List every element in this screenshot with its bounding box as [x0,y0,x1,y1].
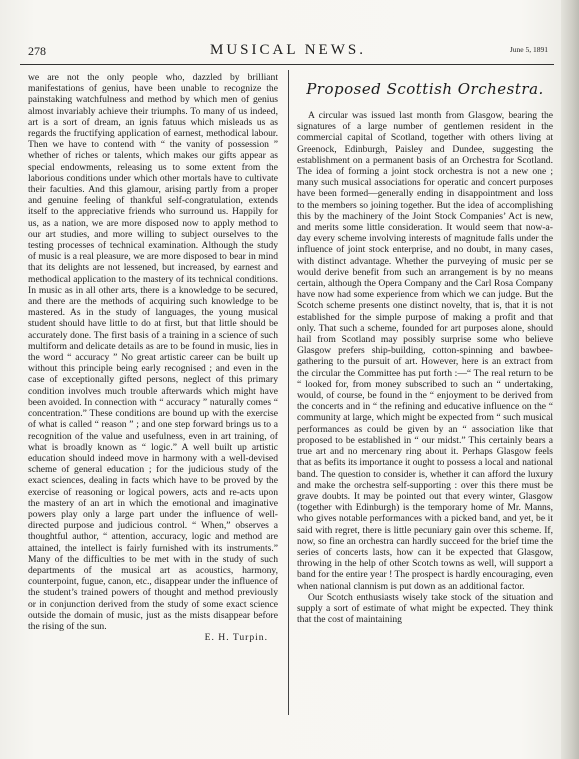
page-edge-shadow [561,0,579,759]
page-header [28,42,548,62]
article-title: Proposed Scottish Orchestra. [306,80,544,98]
article-paragraph-1: A circular was issued last month from Glasgow, bearing the signatures of a large number of gentlemen resident in the commercial capital of Scotland, together with others living at Greenock, Edinburgh, Paisley and Dundee, suggesting the establishment on a permanent basis of an Orchestra for Scotland. The idea of forming a joint stock orchestra is not a new one ; many such musical associations for operatic and concert purposes have been formed—generally ending in disappointment and loss to the members so joining together. But the idea of accomplishing this by the machinery of the Joint Stock Companies’ Act is new, and merits some little consideration. It would seem that now-a-day every scheme involving interests of magnitude falls under the influence of joint stock enterprise, and no doubt, in many cases, with distinct advantage. Whether the purveying of music per se would derive benefit from such an arrangement is by no means certain, although the Opera Company and the Carl Rosa Company have now had some experience from which we can judge. But the Scotch scheme presents one distinct novelty, that is, that it is not established for the simple purpose of making a profit and that only. That such a scheme, founded for art purposes alone, should hail from Scotland may possibly surprise some who believe Glasgow prefers ship-building, cotton-spinning and bawbee-gathering to the pursuit of art. However, here is an extract from the circular the Committee has put forth :—“ The real return to be “ looked for, from money subscribed to such an “ undertaking, would, of course, be found in the “ enjoyment to be derived from the concerts and in “ the refining and educative influence on the “ community at large, which might be expected from “ such musical performances as could be given by an “ association like that proposed to be established in “ our midst.” This certainly bears a true art and no mercenary ring about it. Perhaps Glasgow feels that as befits its importance it ought to possess a local and national band. The question to consider is, whether it can afford the luxury and make the orchestra self-supporting : over this there must be grave doubts. It may be pointed out that every winter, Glasgow (together with Edinburgh) is the temporary home of Mr. Manns, who gives notable performances with a picked band, and yet, be it said with regret, there is little pecuniary gain over this scheme. If, now, so fine an orchestra can hardly succeed for the brief time the series of concerts lasts, how can it be expected that Glasgow, throwing in the help of other Scotch towns as well, will support a band for the entire year ! The prospect is hardly encouraging, even when national clannism is put down as an additional factor. [297,110,553,592]
page-number: 278 [28,44,46,58]
left-column-body: we are not the only people who, dazzled by brilliant manifestations of genius, have been unable to recognize the painstaking watchfulness and method by which men of genius almost invariably achieve their triumphs. To many of us indeed, art is a sort of dream, an ignis fatuus which misleads us as regards the fructifying application of earnest, methodical labour. Then we have to contend with “ the vanity of possession ” whether of riches or talents, which makes our gifts appear as special endowments, releasing us to some extent from the laborious conditions under which other mortals have to cultivate their faculties. And this glamour, arising partly from a proper and genuine feeling of thankful self-congratulation, extends itself to the appreciative friends who surround us. Happily for us, as a nation, we are more disposed now to apply method to our art studies, and more willing to subject ourselves to the testing processes of technical examination. Although the study of music is a real pleasure, we are more disposed to bear in mind that its delights are not lessened, but increased, by earnest and methodical application to the mastery of its technical conditions. In music as in all other arts, there is a knowledge to be secured, and there are the methods of acquiring such knowledge to be mastered. As in the study of languages, the young musical student should have little to do at first, but that little should be accurately done. The first basis of a training in a science of such multiform and delicate details as are to be found in music, lies in the word “ accuracy ” No great artistic career can be built up without this principle being early recognised ; and even in the case of exceptionally gifted persons, neglect of this primary condition involves much trouble afterwards which might have been avoided. In connection with “ accuracy ” naturally comes “ concentration.” These conditions are bound up with the exercise of what is called “ reason ” ; and one step forward brings us to a recognition of the value and usefulness, even in art training, of what is broadly known as “ logic.” A well built up artistic education should indeed move in harmony with a well-devised scheme of general education ; for the judicious study of the exact sciences, dealing in facts which have to be proved by the exercise of reasoning or logical powers, acts and re-acts upon the mastery of an art in which the emotional and imaginative powers play only a large part under the influence of well-directed purpose and judicious control. “ When,” observes a thoughtful author, “ attention, accuracy, logic and method are attained, the intellect is fairly furnished with its instruments.” Many of the difficulties to be met with in the study of such departments of the musical art as acoustics, harmony, counterpoint, fugue, canon, etc., disappear under the influence of the student’s trained powers of thought and method previously or in conjunction derived from the study of some exact science outside the domain of music, just as the mists disappear before the rising of the sun. [28,72,278,632]
article-paragraph-2: Our Scotch enthusiasts wisely take stock of the situation and supply a sort of estimate of what might be expected. They think that the cost of maintaining [297,591,553,626]
left-column [28,72,278,643]
column-divider [288,70,289,715]
issue-date: June 5, 1891 [509,45,548,54]
right-column [297,74,553,625]
author-signature: E. H. Turpin. [204,632,268,644]
masthead-title: MUSICAL NEWS. [210,42,366,58]
header-rule [20,64,554,65]
